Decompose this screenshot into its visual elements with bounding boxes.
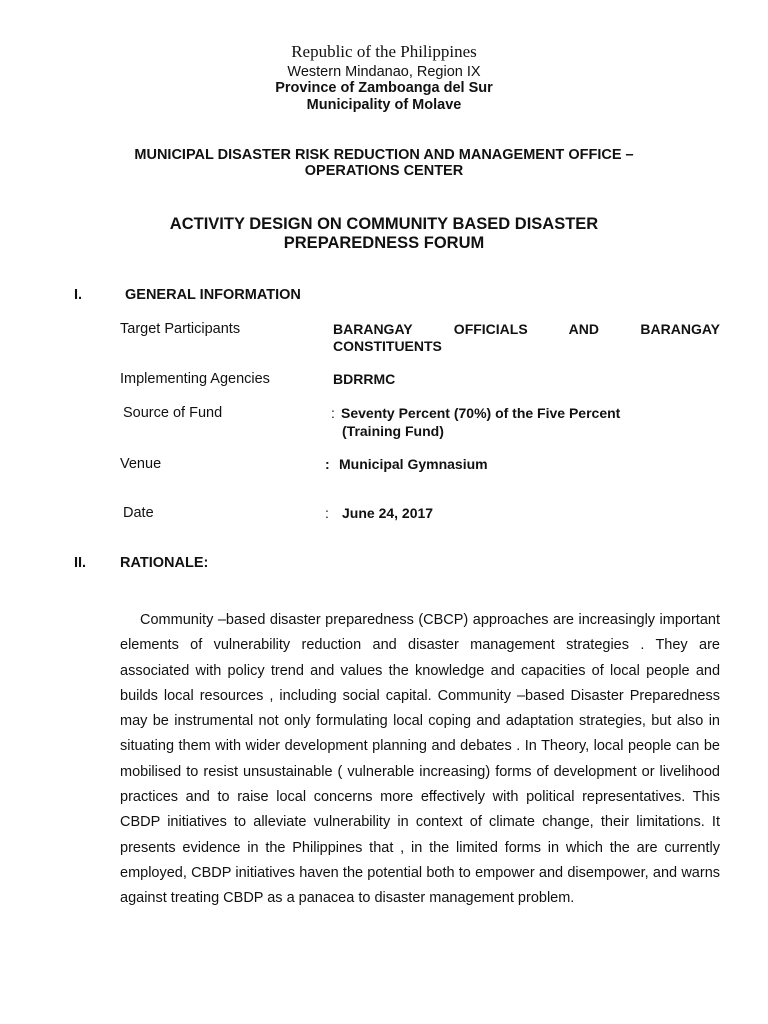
header-province: Province of Zamboanga del Sur <box>275 80 493 96</box>
target-participants-value-line1: BARANGAY OFFICIALS AND BARANGAY <box>333 321 720 337</box>
source-of-fund-value-line1: Seventy Percent (70%) of the Five Percent <box>341 405 621 421</box>
rationale-line: potential both to empower and disempower, and warns against treating CBDP as a <box>120 864 721 907</box>
rationale-line: They are associated with policy trend and values the knowledge and capacities of local <box>120 637 720 679</box>
office-line1: MUNICIPAL DISASTER RISK REDUCTION AND MANAGEMENT OFFICE – <box>134 147 634 163</box>
venue-colon: : <box>325 456 330 472</box>
implementing-agencies-label: Implementing Agencies <box>120 371 270 387</box>
rationale-line: context of climate change, their limitations. It presents evidence in the Philippines that , <box>120 814 720 856</box>
target-participants-value-line2: CONSTITUENTS <box>333 338 442 354</box>
section-1-heading: GENERAL INFORMATION <box>125 287 301 303</box>
office-line2: OPERATIONS CENTER <box>304 163 464 179</box>
date-value: June 24, 2017 <box>342 505 434 521</box>
source-of-fund-label: Source of Fund <box>123 405 223 421</box>
rationale-line: effectively with political representatives. This CBDP initiatives to alleviate vulnerability in <box>120 789 721 831</box>
rationale-line: in the limited forms in which the are currently employed, CBDP initiatives haven the <box>120 839 720 881</box>
source-of-fund-value-line2: (Training Fund) <box>342 423 444 439</box>
source-of-fund-colon: : <box>331 405 335 421</box>
rationale-line: panacea to disaster management problem. <box>298 890 575 907</box>
implementing-agencies-value: BDRRMC <box>333 371 396 387</box>
rationale-line: Community –based disaster preparedness (CBCP) approaches are increasingly <box>140 612 656 628</box>
venue-label: Venue <box>120 456 162 472</box>
rationale-line: strategies, but also in situating them with wider development planning and debates . In <box>120 713 720 755</box>
header-region: Western Mindanao, Region IX <box>287 64 481 80</box>
date-colon: : <box>325 505 329 521</box>
rationale-paragraph <box>120 608 720 912</box>
rationale-line: Preparedness may be instrumental not only formulating local coping and adaptation <box>120 687 720 730</box>
header-municipality: Municipality of Molave <box>306 97 462 113</box>
rationale-line: Theory, local people can be mobilised to resist unsustainable ( vulnerable increasing) <box>120 738 720 780</box>
target-participants-label: Target Participants <box>120 321 241 337</box>
section-2-heading: RATIONALE: <box>120 555 209 571</box>
rationale-line: forms of development or livelihood practices and to raise local concerns more <box>120 763 720 806</box>
date-label: Date <box>123 505 154 521</box>
document-title-line2: PREPAREDNESS FORUM <box>283 234 485 252</box>
header-republic: Republic of the Philippines <box>291 42 477 61</box>
rationale-line: people and builds local resources , including social capital. Community –based Disaster <box>120 662 721 704</box>
rationale-line: important elements of vulnerability reduction and disaster management strategies . <box>120 612 720 654</box>
venue-value: Municipal Gymnasium <box>339 456 488 472</box>
section-1-numeral: I. <box>74 287 83 303</box>
document-title-line1: ACTIVITY DESIGN ON COMMUNITY BASED DISASTER <box>169 215 599 233</box>
section-2-numeral: II. <box>74 555 87 571</box>
